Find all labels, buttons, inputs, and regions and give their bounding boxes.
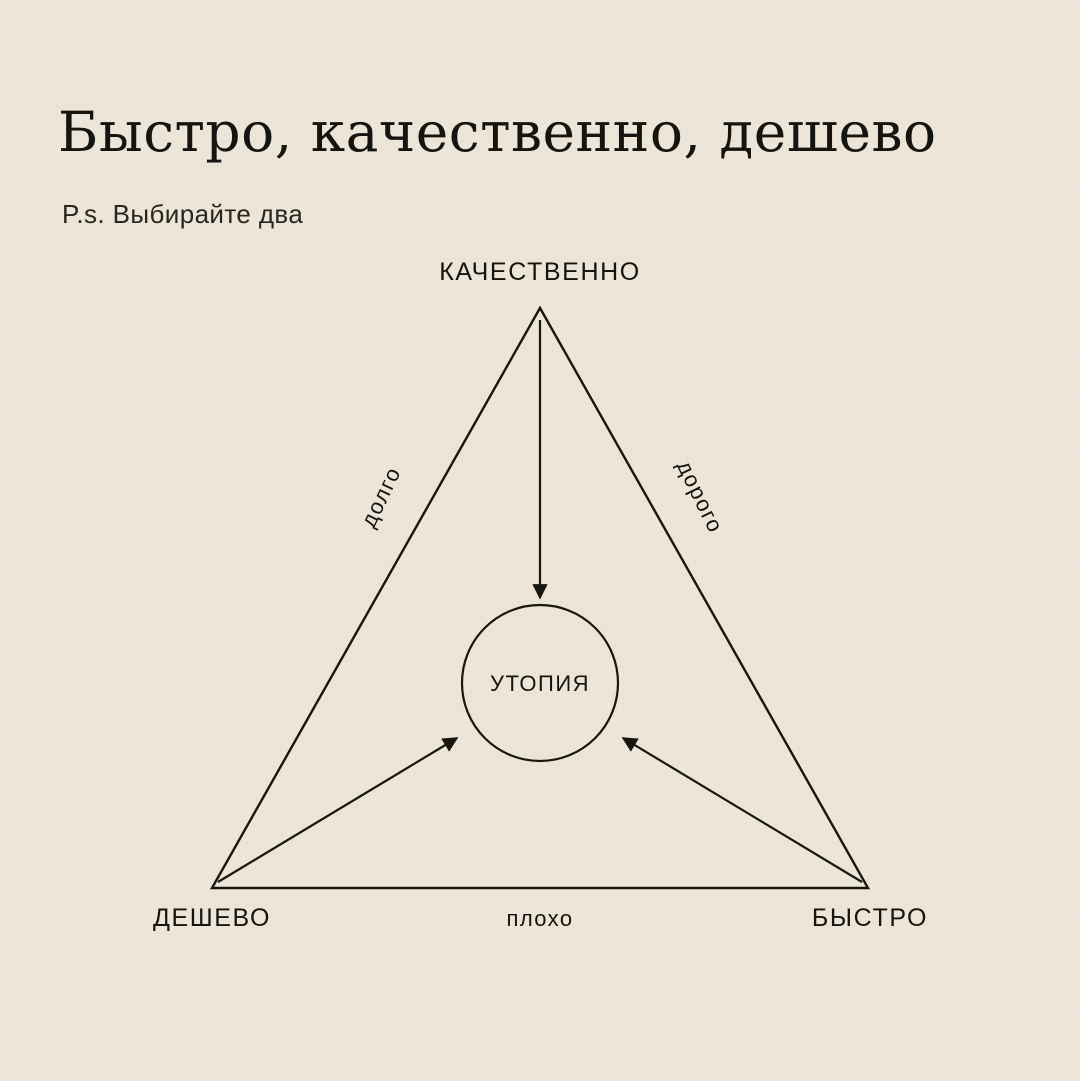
vertex-label-top: КАЧЕСТВЕННО — [439, 258, 641, 286]
vertex-label-bottom-left: ДЕШЕВО — [152, 904, 272, 932]
edge-label-left: долго — [355, 462, 406, 532]
arrow-bottom-left-to-center — [218, 738, 457, 882]
page-subtitle: P.s. Выбирайте два — [62, 199, 304, 229]
vertex-label-bottom-right: БЫСТРО — [811, 904, 929, 932]
page-title: Быстро, качественно, дешево — [58, 100, 937, 164]
edge-label-bottom: плохо — [506, 906, 574, 931]
project-triangle-diagram — [0, 230, 1080, 990]
arrow-bottom-right-to-center — [623, 738, 862, 882]
edge-label-right: дорого — [671, 456, 729, 538]
center-circle-label: УТОПИЯ — [489, 671, 591, 696]
